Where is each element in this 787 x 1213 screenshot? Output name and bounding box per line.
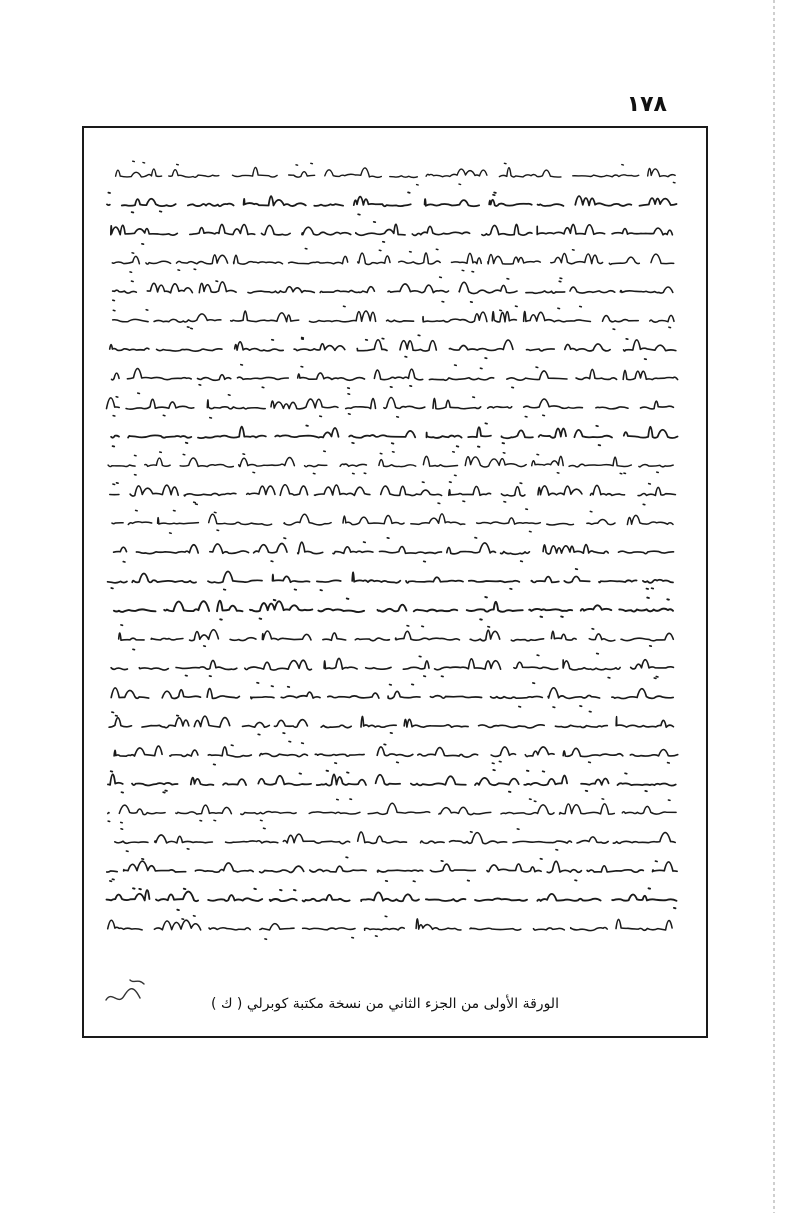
- manuscript-line: [113, 306, 674, 329]
- page-number: ١٧٨: [626, 92, 667, 117]
- manuscript-line: [108, 916, 672, 940]
- manuscript-line: [107, 888, 677, 910]
- manuscript-image: [92, 140, 692, 955]
- manuscript-line: [116, 161, 676, 185]
- manuscript-line: [108, 451, 673, 476]
- manuscript-line: [108, 799, 676, 823]
- manuscript-line: [112, 249, 673, 273]
- manuscript-line: [107, 192, 677, 214]
- manuscript-line: [119, 625, 674, 650]
- plate-caption: الورقة الأولى من الجزء الثاني من نسخة مكتبة كوبرلي ( ك ): [211, 996, 559, 1012]
- manuscript-line: [111, 653, 673, 678]
- manuscript-line: [111, 423, 677, 447]
- manuscript-line: [111, 222, 673, 244]
- margin-note-scribble: [100, 972, 150, 1012]
- manuscript-line: [113, 277, 673, 302]
- manuscript-line: [110, 482, 676, 505]
- manuscript-line: [111, 683, 673, 708]
- manuscript-line: [107, 857, 677, 881]
- manuscript-line: [109, 711, 673, 734]
- manuscript-line: [110, 335, 676, 359]
- manuscript-line: [114, 538, 674, 562]
- manuscript-line: [115, 828, 675, 851]
- manuscript-line: [114, 597, 673, 620]
- manuscript-line: [108, 770, 676, 793]
- manuscript-line: [112, 509, 673, 533]
- manuscript-line: [114, 741, 678, 764]
- manuscript-line: [107, 393, 674, 418]
- manuscript-line: [112, 365, 678, 389]
- manuscript-line: [108, 569, 673, 591]
- page-edge-marks: [773, 0, 775, 1213]
